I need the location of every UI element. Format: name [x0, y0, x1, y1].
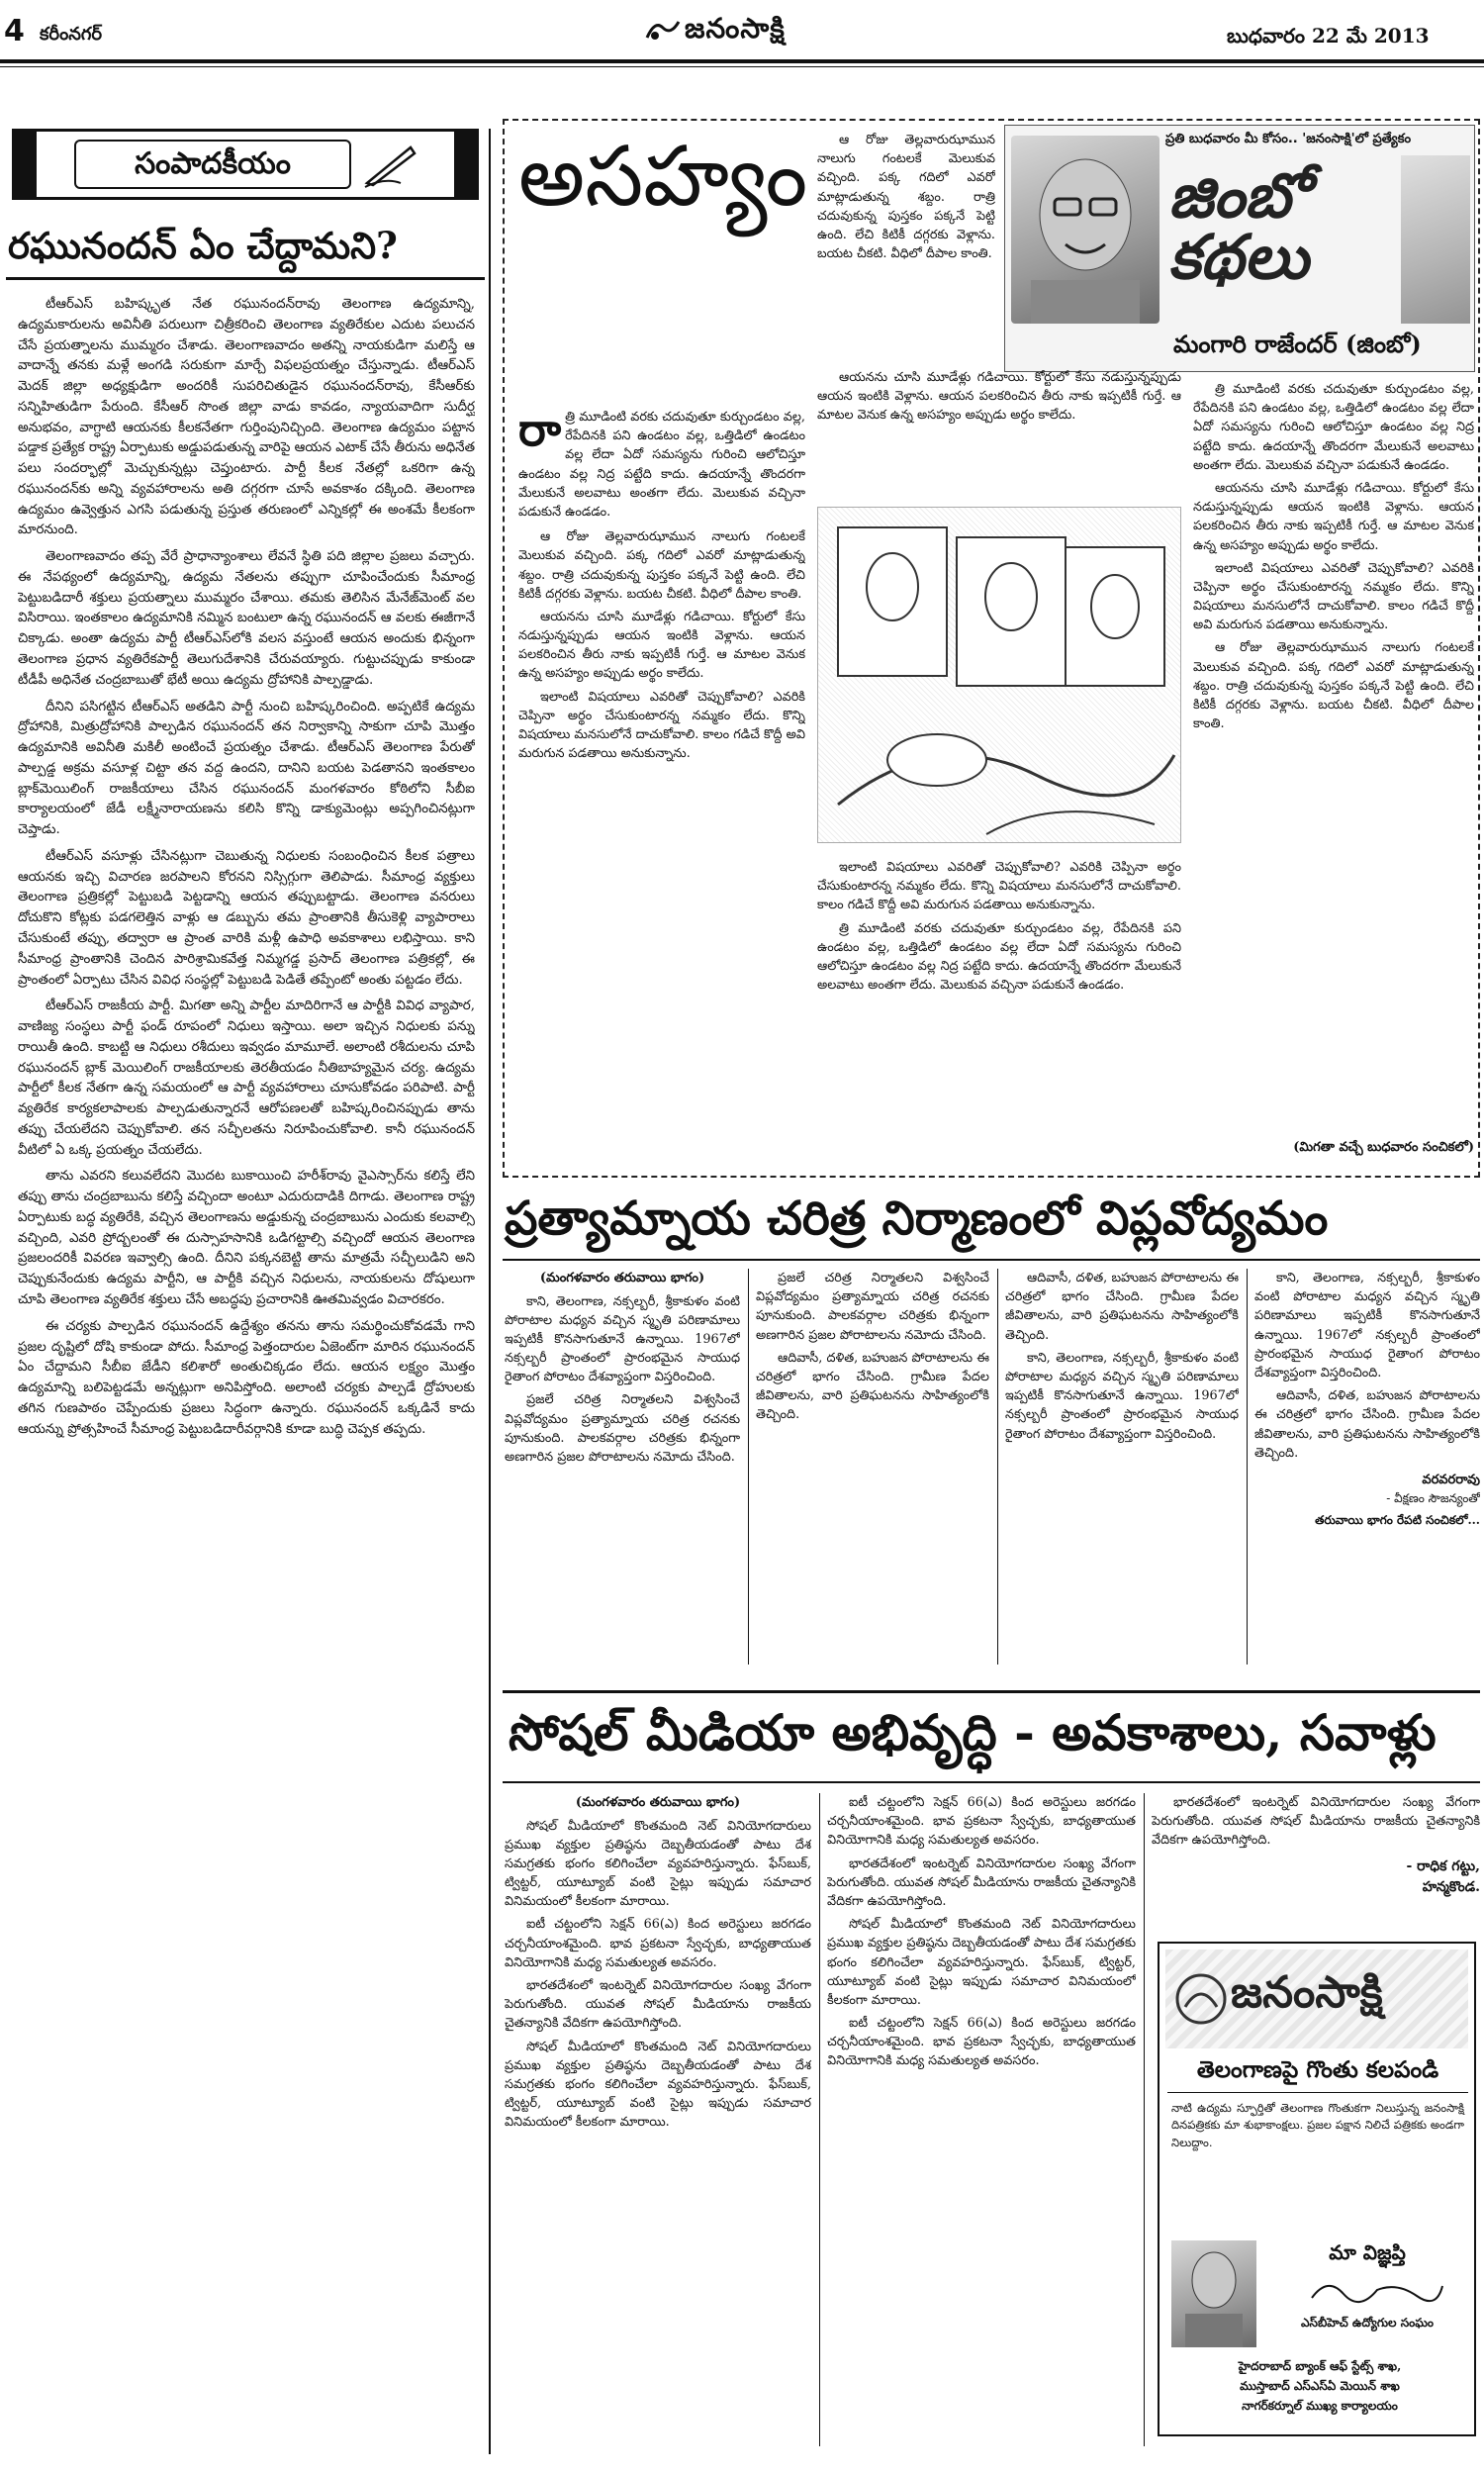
feature-paragraph: ఆ రోజు తెల్లవారుఝామున నాలుగు గంటలకే మెలుకువ వచ్చింది. పక్క గదిలో ఎవరో మాట్లాడుతున్న శబ్దం. రాత్రి చదువుకున్న పుస్తకం పక్కనే పెట్టి ఉంది. లేచి కిటికీ దగ్గరకు వెళ్లాను. బయట చీకటి. వీధిలో దీపాల కాంతి. — [518, 529, 805, 602]
history-paragraph: కాని, తెలంగాణ, నక్సల్బరీ, శ్రీకాకుళం వంటి పోరాటాల మధ్యన వచ్చిన స్మృతి పరిణామాలు ఇప్పటికీ కొనసాగుతూనే ఉన్నాయి. 1967లో నక్సల్బరీ ప్రాంతంలో ప్రారంభమైన సాయుధ రైతాంగ పోరాటం దేశవ్యాప్తంగా విస్తరించింది. — [505, 1293, 740, 1385]
feature-headline: అసహ్యం — [518, 128, 808, 225]
editorial-paragraph: టీఆర్‌ఎస్‌ బహిష్కృత నేత రఘునందన్‌రావు తెలంగాణ ఉద్యమాన్ని, ఉద్యమకారులను అవినీతి పరులుగా చిత్రీకరించి తెలంగాణ వ్యతిరేకుల ఎదుట పలుచన చేసే ప్రయత్నాలను ముమ్మరం చేశాడు. తెలంగాణవాదం అతన్ని నాయకుడిగా మలిస్తే ఆ వాదాన్నే తనకు మళ్లే అంగడి సరుకుగా మార్చే విఫలప్రయత్నం చేస్తున్నాడు. టీఆర్‌ఎస్‌ మెదక్‌ జిల్లా అధ్యక్షుడిగా అందరికీ సుపరిచితుడైన రఘునందన్‌రావు, కేసీఆర్‌కు సన్నిహితుడిగా పేరుంది. కేసీఆర్‌ సొంత జిల్లా వాడు కావడం, న్యాయవాదిగా సుదీర్ఘ అనుభవం, వాగ్ధాటి ఆయనకు కీలకనేతగా గుర్తింపునిచ్చింది. తెలంగాణ ఉద్యమం పట్టాన పడ్డాక ప్రత్యేక రాష్ట్ర ఏర్పాటుకు అడ్డుపడుతున్న వారిపై ఆయన ఎటాక్‌ చేసే తీరును అధినేత పలు సందర్భాల్లో మెచ్చుకున్నట్లు చెప్తుంటారు. పార్టీ కీలక నేతల్లో ఒకరిగా ఉన్న రఘునందన్‌కు అన్ని వ్యవహారాలను అతి దగ్గరగా చూసే అవకాశం దక్కింది. తెలంగాణ ఉద్యమం ఉవ్వెత్తున ఎగసి పడుతున్న ప్రస్తుత తరుణంలో ఎన్నికల్లో ఈ అంశమే కీలకంగా మారనుంది. — [18, 297, 475, 538]
ad-slogan: తెలంగాణపై గొంతు కలపండి — [1196, 2056, 1439, 2083]
feature-continuation-note: (మిగతా వచ్చే బుధవారం సంచికలో) — [1293, 1140, 1474, 1155]
series-author-credit: మంగారి రాజేందర్‌ (జింబో) — [1173, 330, 1422, 358]
author-photo — [1011, 136, 1159, 324]
social-column — [505, 1793, 811, 2446]
social-author-place: హన్మకొండ. — [1422, 1878, 1480, 1895]
jimbo-promo-banner — [1004, 125, 1475, 372]
feature-column — [518, 408, 805, 1160]
ad-sponsor-line: హైదరాబాద్‌ బ్యాంక్‌ ఆఫ్‌ స్టేట్స్‌ శాఖ, — [1238, 2359, 1402, 2373]
editorial-headline: రఘునందన్‌ ఏం చేద్దామని? — [8, 224, 398, 267]
feature-paragraph: ఇలాంటి విషయాలు ఎవరితో చెప్పుకోవాలి? ఎవరికి చెప్పినా అర్థం చేసుకుంటారన్న నమ్మకం లేదు. కొన్ని విషయాలు మనసులోనే దాచుకోవాలి. కాలం గడిచే కొద్దీ అవి మరుగున పడతాయి అనుకున్నాను. — [518, 689, 805, 762]
editorial-paragraph: దీనిని పసిగట్టిన టీఆర్‌ఎస్‌ అతడిని పార్టీ నుంచి బహిష్కరించింది. అప్పటికే ఉద్యమ ద్రోహానికి, మిత్రుద్రోహానికి పాల్పడిన రఘునందన్‌ తన నిర్వాకాన్ని సాకుగా చూపి మొత్తం ఉద్యమానికి అవినీతి మకిలీ అంటించే ప్రయత్నం చేశాడు. టీఆర్‌ఎస్‌ తెలంగాణ పేరుతో పాల్పడ్డ అక్రమ వసూళ్ల చిట్టా తన వద్ద ఉందని, దానిని బయట పెడతానని ఇంతకాలం బ్లాక్‌మెయిలింగ్‌ రాజకీయాలు చేసిన రఘునందన్‌ మంగళవారం కోఠిలోని సీబీఐ కార్యాలయంలో జేడీ లక్ష్మీనారాయణను కలిసి కొన్ని డాక్యుమెంట్లు అప్పగించినట్లుగా చెప్తాడు. — [18, 699, 475, 838]
feature-column — [817, 858, 1181, 1130]
feature-paragraph: ఆ రోజు తెల్లవారుఝామున నాలుగు గంటలకే మెలుకువ వచ్చింది. పక్క గదిలో ఎవరో మాట్లాడుతున్న శబ్దం. రాత్రి చదువుకున్న పుస్తకం పక్కనే పెట్టి ఉంది. లేచి కిటికీ దగ్గరకు వెళ్లాను. బయట చీకటి. వీధిలో దీపాల కాంతి. — [817, 133, 995, 262]
history-column — [505, 1269, 740, 1674]
ad-sponsor-name: ఎస్‌బీహెచ్‌ ఉద్యోగుల సంఘం — [1300, 2316, 1435, 2330]
editorial-body — [18, 295, 475, 2452]
feature-paragraph: ఆయనను చూసి మూడేళ్లు గడిచాయి. కోర్టులో కేసు నడుస్తున్నప్పుడు ఆయన ఇంటికి వెళ్లాను. ఆయన పలకరించిన తీరు నాకు ఇప్పటికీ గుర్తే. ఆ మాటల వెనుక ఉన్న అసహ్యం అప్పుడు అర్థం కాలేదు. — [817, 370, 1181, 424]
feature-paragraph: త్రి మూడింటి వరకు చదువుతూ కుర్చుండటం వల్ల, రేపేదినకి పని ఉండటం వల్ల, ఒత్తిడిలో ఉండటం వల్ల లేదా ఏదో సమస్యను గురించి ఆలోచిస్తూ ఉండటం వల్ల నిద్ర పట్టేది కాదు. ఉదయాన్నే తొందరగా మేలుకునే అలవాటు అంతగా లేదు. మెలుకువ వచ్చినా పడుకునే ఉండడం. — [518, 410, 805, 520]
history-column — [756, 1269, 989, 1674]
social-paragraph: భారతదేశంలో ఇంటర్నెట్‌ వినియోగదారుల సంఖ్య వేగంగా పెరుగుతోంది. యువత సోషల్‌ మీడియాను రాజకీయ చైతన్యానికి వేదికగా ఉపయోగిస్తోంది. — [1152, 1795, 1480, 1849]
editorial-paragraph: టీఆర్‌ఎస్‌ వసూళ్లు చేసినట్లుగా చెబుతున్న నిధులకు సంబంధించిన కీలక పత్రాలు ఆయనకు ఇచ్చి విచారణ జరపాలని కోరనని నిస్సిగ్గుగా తెలిపాడు. సీమాంధ్ర వ్యక్తులు తెలంగాణ ప్రత్రికల్లో పెట్టుబడి పెట్టడాన్ని ఆయన తప్పుబట్టాడు. తెలంగాణ వనరులు దోచుకొని కోట్లకు పడగలెత్తిన వాళ్లు ఆ డబ్బును తమ ప్రాంతానికి తీసుకెళ్లి వ్యాపారాలు చేసుకుంటే తప్పు, తద్వారా ఆ ప్రాంత వారికి మళ్లీ ఉపాధి అవకాశాలు లభిస్తాయి. కాని సీమాంధ్ర ప్రాంతానికి చెందిన పారిశ్రామికవేత్త నిమ్మగడ్డ ప్రసాద్‌ తెలంగాణ పత్రికల్లో, ఈ ప్రాంతంలో ఏర్పాటు చేసిన వివిధ సంస్థల్లో పెట్టుబడి పెడితే తప్పేంటో అంతు పట్టడం లేదు. — [18, 848, 475, 988]
column-divider — [489, 129, 491, 2454]
ad-logo-banner — [1165, 1950, 1468, 2048]
feature-paragraph: ఇలాంటి విషయాలు ఎవరితో చెప్పుకోవాలి? ఎవరికి చెప్పినా అర్థం చేసుకుంటారన్న నమ్మకం లేదు. కొన్ని విషయాలు మనసులోనే దాచుకోవాలి. కాలం గడిచే కొద్దీ అవి మరుగున పడతాయి అనుకున్నాను. — [817, 860, 1181, 913]
history-paragraph: ఆదివాసీ, దళిత, బహుజన పోరాటాలను ఈ చరిత్రలో భాగం చేసింది. గ్రామీణ పేదల జీవితాలను, వారి ప్రతిఘటనను సాహిత్యంలోకి తెచ్చింది. — [756, 1350, 989, 1423]
header-rule-thin — [0, 66, 1484, 67]
issue-date: బుధవారం 22 మే 2013 — [1227, 24, 1430, 48]
social-body — [505, 1793, 1480, 2466]
page-header — [0, 0, 1484, 61]
history-paragraph: ప్రజలే చరిత్ర నిర్మాతలని విశ్వసించే విప్లవోద్యమం ప్రత్యామ్నాయ చరిత్ర రచనకు పూనుకుంది. పాలకవర్గాల చరిత్రకు భిన్నంగా అణగారిన ప్రజల పోరాటాలను నమోదు చేసింది. — [756, 1271, 989, 1343]
history-body — [505, 1269, 1480, 1684]
social-paragraph: ఐటీ చట్టంలోని సెక్షన్‌ 66(ఎ) కింద అరెస్టులు జరగడం చర్చనీయాంశమైంది. భావ ప్రకటనా స్వేచ్ఛకు, బాధ్యతాయుత వినియోగానికి మధ్య సమతుల్యత అవసరం. — [827, 2016, 1136, 2069]
history-byline: వరవరరావు — [1422, 1472, 1480, 1487]
editorial-paragraph: టీఆర్‌ఎస్‌ రాజకీయ పార్టీ. మిగతా అన్ని పార్టీల మాదిరిగానే ఆ పార్టీకి వివిధ వ్యాపార, వాణిజ్య సంస్థలు పార్టీ ఫండ్‌ రూపంలో నిధులు ఇస్తాయి. అలా ఇచ్చిన నిధులకు పన్ను రాయితీ ఉంది. కాబట్టి ఆ నిధులు రశీదులు ఇవ్వడం మామూలే. అలాంటి రశీదులను చూపి రఘునందన్‌ బ్లాక్‌ మెయిలింగ్‌ రాజకీయాలకు తెరతీయడం నీతిబాహ్యమైన చర్య. ఉద్యమ పార్టీలో కీలక నేతగా ఉన్న సమయంలో ఆ పార్టీ వ్యవహారాలు చూసుకోవడం పరిపాటి. పార్టీ వ్యతిరేక కార్యకలాపాలకు పాల్పడుతున్నారనే ఆరోపణలతో బహిష్కరించినప్పుడు తాను తప్పు చేయలేదని చెప్పుకోవాలి. తన సచ్ఛీలతను నిరూపించుకోవాలి. కానీ రఘునందన్‌ వీటిలో ఏ ఒక్క ప్రయత్నం చేయలేదు. — [18, 999, 475, 1158]
social-paragraph: భారతదేశంలో ఇంటర్నెట్‌ వినియోగదారుల సంఖ్య వేగంగా పెరుగుతోంది. యువత సోషల్‌ మీడియాను రాజకీయ చైతన్యానికి వేదికగా ఉపయోగిస్తోంది. — [505, 1978, 811, 2032]
editorial-paragraph: తెలంగాణవాదం తప్ప వేరే ప్రాధాన్యాంశాలు లేవనే స్థితి పది జిల్లాల ప్రజలు వచ్చారు. ఈ నేపథ్యంలో ఉద్యమాన్ని, ఉద్యమ నేతలను తప్పుగా చూపించేందుకు సీమాంధ్ర పెట్టుబడిదారీ శక్తులు ప్రయత్నాలు ముమ్మరం చేశాయి. తమకు తెలిసిన మేనేజ్‌మెంట్‌ వల విసిరాయి. ఇంతకాలం ఉద్యమానికి నమ్మిన బంటులా ఉన్న రఘునందన్‌ ఆ వలకు ఈజీగానే చిక్కాడు. అంతా ఉద్యమ పార్టీ టీఆర్‌ఎస్‌లోకి వలస వస్తుంటే ఆయన అందుకు భిన్నంగా తెలంగాణ ప్రధాన వ్యతిరేకపార్టీ తెలుగుదేశానికి చేరువయ్యారు. గుట్టుచప్పుడు కాకుండా టీడీపీ అధినేత చంద్రబాబుతో భేటీ అయి ఉద్యమ ద్రోహానికి పాల్పడ్డాడు. — [18, 549, 475, 688]
social-paragraph: ఐటీ చట్టంలోని సెక్షన్‌ 66(ఎ) కింద అరెస్టులు జరగడం చర్చనీయాంశమైంది. భావ ప్రకటనా స్వేచ్ఛకు, బాధ్యతాయుత వినియోగానికి మధ్య సమతుల్యత అవసరం. — [827, 1795, 1136, 1849]
feature-paragraph: ఆయనను చూసి మూడేళ్లు గడిచాయి. కోర్టులో కేసు నడుస్తున్నప్పుడు ఆయన ఇంటికి వెళ్లాను. ఆయన పలకరించిన తీరు నాకు ఇప్పటికీ గుర్తే. ఆ మాటల వెనుక ఉన్న అసహ్యం అప్పుడు అర్థం కాలేదు. — [1193, 480, 1474, 553]
janamsakshi-advertisement — [1158, 1942, 1476, 2436]
editorial-section — [6, 129, 485, 2464]
history-column — [1005, 1269, 1239, 1674]
ad-sponsor-line: ముస్తాబాద్‌ ఎస్‌ఎస్‌ఏ మెయిన్‌ శాఖ — [1240, 2379, 1400, 2393]
social-author-name: - రాధిక గట్టు, — [1406, 1857, 1480, 1874]
history-kicker: (మంగళవారం తరువాయి భాగం) — [539, 1271, 705, 1285]
feature-paragraph: ఆయనను చూసి మూడేళ్లు గడిచాయి. కోర్టులో కేసు నడుస్తున్నప్పుడు ఆయన ఇంటికి వెళ్లాను. ఆయన పలకరించిన తీరు నాకు ఇప్పటికీ గుర్తే. ఆ మాటల వెనుక ఉన్న అసహ్యం అప్పుడు అర్థం కాలేదు. — [518, 609, 805, 682]
ad-sponsor-photo — [1171, 2240, 1256, 2347]
ad-sponsor-label: మా విజ్ఞప్తి — [1329, 2240, 1406, 2264]
story-illustration — [817, 507, 1181, 843]
feature-drop-cap: రా — [518, 408, 562, 456]
history-paragraph: ప్రజలే చరిత్ర నిర్మాతలని విశ్వసించే విప్లవోద్యమం ప్రత్యామ్నాయ చరిత్ర రచనకు పూనుకుంది. పాలకవర్గాల చరిత్రకు భిన్నంగా అణగారిన ప్రజల పోరాటాలను నమోదు చేసింది. — [505, 1392, 740, 1465]
social-paragraph: సోషల్‌ మీడియాలో కొంతమంది నెట్‌ వినియోగదారులు ప్రముఖ వ్యక్తుల ప్రతిష్ఠను దెబ్బతీయడంతో పాటు దేశ సమగ్రతకు భంగం కలిగించేలా వ్యవహరిస్తున్నారు. ఫేస్‌బుక్‌, ట్విట్టర్‌, యూట్యూబ్‌ వంటి సైట్లు ఇప్పుడు సమాచార వినిమయంలో కీలకంగా మారాయి. — [505, 1818, 811, 1910]
social-column — [1152, 1793, 1480, 1940]
masthead-title: జనంసాక్షి — [685, 12, 786, 45]
village-photo — [1401, 155, 1470, 324]
masthead-logo-icon — [645, 14, 681, 44]
ad-brand: జనంసాక్షి — [1231, 1967, 1383, 2018]
feature-column — [817, 131, 995, 358]
ad-body-text: నాటి ఉద్యమ స్ఫూర్తితో తెలంగాణ గొంతుకగా నిలుస్తున్న జనంసాక్షి దినపత్రికకు మా శుభాకాంక్షలు. ప్రజల పక్షాన నిలిచే పత్రికకు అండగా నిలుద్దాం. — [1171, 2101, 1464, 2149]
promo-tagline: ప్రతి బుధవారం మీ కోసం.. 'జనంసాక్షి'లో ప్రత్యేకం — [1165, 132, 1412, 146]
history-source-credit: - వీక్షణం సౌజన్యంతో — [1386, 1491, 1480, 1506]
social-kicker: (మంగళవారం తరువాయి భాగం) — [575, 1795, 741, 1810]
editorial-paragraph: ఈ చర్యకు పాల్పడిన రఘునందన్‌ ఉద్దేశ్యం తనను తాను సమర్థించుకోవడమే గాని ప్రజల దృష్టిలో దోషి కాకుండా పోదు. సీమాంధ్ర పెత్తందారుల ఏజెంట్‌గా మారిన రఘునందన్‌ ఏం చేద్దామని సీబీఐ జేడీని కలిశారో అంతుచిక్కడం లేదు. ఆయన లక్ష్యం మొత్తం ఉద్యమాన్ని బలిపెట్టడమే అన్నట్లుగా అనిపిస్తోంది. అలాంటి చర్యకు పాల్పడే ద్రోహులకు తగిన గుణపాఠం చెప్పేందుకు ప్రజలు సిద్ధంగా ఉన్నారు. రఘునందన్‌ ఒక్కడినే కాదు ఆయన్ను ప్రోత్సహించే సీమాంధ్ర పెట్టుబడిదారీవర్గానికి కూడా బుద్ధి చెప్పక తప్పదు. — [18, 1318, 475, 1437]
history-paragraph: ఆదివాసీ, దళిత, బహుజన పోరాటాలను ఈ చరిత్రలో భాగం చేసింది. గ్రామీణ పేదల జీవితాలను, వారి ప్రతిఘటనను సాహిత్యంలోకి తెచ్చింది. — [1254, 1388, 1480, 1461]
feature-column — [1193, 380, 1474, 1130]
social-paragraph: ఐటీ చట్టంలోని సెక్షన్‌ 66(ఎ) కింద అరెస్టులు జరగడం చర్చనీయాంశమైంది. భావ ప్రకటనా స్వేచ్ఛకు, బాధ్యతాయుత వినియోగానికి మధ్య సమతుల్యత అవసరం. — [505, 1917, 811, 1970]
header-rule — [0, 59, 1484, 63]
history-paragraph: ఆదివాసీ, దళిత, బహుజన పోరాటాలను ఈ చరిత్రలో భాగం చేసింది. గ్రామీణ పేదల జీవితాలను, వారి ప్రతిఘటనను సాహిత్యంలోకి తెచ్చింది. — [1005, 1271, 1239, 1343]
ad-logo-icon — [1173, 1971, 1229, 2027]
feature-paragraph: ఆ రోజు తెల్లవారుఝామున నాలుగు గంటలకే మెలుకువ వచ్చింది. పక్క గదిలో ఎవరో మాట్లాడుతున్న శబ్దం. రాత్రి చదువుకున్న పుస్తకం పక్కనే పెట్టి ఉంది. లేచి కిటికీ దగ్గరకు వెళ్లాను. బయట చీకటి. వీధిలో దీపాల కాంతి. — [1193, 640, 1474, 732]
series-title: జింబో కథలు — [1168, 159, 1309, 293]
history-paragraph: కాని, తెలంగాణ, నక్సల్బరీ, శ్రీకాకుళం వంటి పోరాటాల మధ్యన వచ్చిన స్మృతి పరిణామాలు ఇప్పటికీ కొనసాగుతూనే ఉన్నాయి. 1967లో నక్సల్బరీ ప్రాంతంలో ప్రారంభమైన సాయుధ రైతాంగ పోరాటం దేశవ్యాప్తంగా విస్తరించింది. — [1005, 1350, 1239, 1442]
feature-column — [817, 368, 1181, 502]
feature-paragraph: త్రి మూడింటి వరకు చదువుతూ కుర్చుండటం వల్ల, రేపేదినకి పని ఉండటం వల్ల, ఒత్తిడిలో ఉండటం వల్ల లేదా ఏదో సమస్యను గురించి ఆలోచిస్తూ ఉండటం వల్ల నిద్ర పట్టేది కాదు. ఉదయాన్నే తొందరగా మేలుకునే అలవాటు అంతగా లేదు. మెలుకువ వచ్చినా పడుకునే ఉండడం. — [1193, 382, 1474, 473]
feature-paragraph: త్రి మూడింటి వరకు చదువుతూ కుర్చుండటం వల్ల, రేపేదినకి పని ఉండటం వల్ల, ఒత్తిడిలో ఉండటం వల్ల లేదా ఏదో సమస్యను గురించి ఆలోచిస్తూ ఉండటం వల్ల నిద్ర పట్టేది కాదు. ఉదయాన్నే తొందరగా మేలుకునే అలవాటు అంతగా లేదు. మెలుకువ వచ్చినా పడుకునే ఉండడం. — [817, 920, 1181, 994]
social-paragraph: భారతదేశంలో ఇంటర్నెట్‌ వినియోగదారుల సంఖ్య వేగంగా పెరుగుతోంది. యువత సోషల్‌ మీడియాను రాజకీయ చైతన్యానికి వేదికగా ఉపయోగిస్తోంది. — [827, 1856, 1136, 1909]
social-headline: సోషల్‌ మీడియా అభివృద్ధి - అవకాశాలు, సవాళ్లు — [509, 1703, 1437, 1761]
ad-sponsor-line: నాగర్‌కర్నూల్‌ ముఖ్య కార్యాలయం — [1242, 2399, 1398, 2413]
feature-story-box — [503, 119, 1480, 1178]
quill-pen-icon — [361, 142, 420, 189]
social-paragraph: సోషల్‌ మీడియాలో కొంతమంది నెట్‌ వినియోగదారులు ప్రముఖ వ్యక్తుల ప్రతిష్ఠను దెబ్బతీయడంతో పాటు దేశ సమగ్రతకు భంగం కలిగించేలా వ్యవహరిస్తున్నారు. ఫేస్‌బుక్‌, ట్విట్టర్‌, యూట్యూబ్‌ వంటి సైట్లు ఇప్పుడు సమాచార వినిమయంలో కీలకంగా మారాయి. — [505, 2039, 811, 2131]
social-paragraph: సోషల్‌ మీడియాలో కొంతమంది నెట్‌ వినియోగదారులు ప్రముఖ వ్యక్తుల ప్రతిష్ఠను దెబ్బతీయడంతో పాటు దేశ సమగ్రతకు భంగం కలిగించేలా వ్యవహరిస్తున్నారు. ఫేస్‌బుక్‌, ట్విట్టర్‌, యూట్యూబ్‌ వంటి సైట్లు ఇప్పుడు సమాచార వినిమయంలో కీలకంగా మారాయి. — [827, 1917, 1136, 2008]
history-column — [1254, 1269, 1480, 1674]
page-number: 4 — [4, 14, 25, 48]
feature-paragraph: ఇలాంటి విషయాలు ఎవరితో చెప్పుకోవాలి? ఎవరికి చెప్పినా అర్థం చేసుకుంటారన్న నమ్మకం లేదు. కొన్ని విషయాలు మనసులోనే దాచుకోవాలి. కాలం గడిచే కొద్దీ అవి మరుగున పడతాయి అనుకున్నాను. — [1193, 560, 1474, 633]
history-headline: ప్రత్యామ్నాయ చరిత్ర నిర్మాణంలో విప్లవోద్యమం — [505, 1191, 1329, 1246]
signature-icon — [1308, 2274, 1446, 2308]
editorial-label-banner — [12, 129, 479, 200]
editorial-paragraph: తాను ఎవరని కలువలేదని మొదట బుకాయించి హరీశ్‌రావు వైఎస్సార్‌ను కలిస్తే లేని తప్పు తాను చంద్రబాబును కలిస్తే వచ్చిందా అంటూ ఎదురుదాడికి దిగాడు. తెలంగాణ రాష్ట్ర ఏర్పాటుకు బద్ధ వ్యతిరేకి, వచ్చిన తెలంగాణను అడ్డుకున్న చంద్రబాబును ఎందుకు కలవాల్సి వచ్చింది, ఎవరి ప్రోద్బలంతో ఈ దుస్సాహసానికి ఒడిగట్టాల్సి వచ్చిందో ఆయన తెలంగాణ ప్రజలందరికీ వివరణ ఇవ్వాల్సి ఉంది. దీనిని పక్కనబెట్టి తాను మాత్రమే సచ్ఛీలుడిని అని చెప్పుకునేందుకు ఉద్యమ పార్టీని, ఆ పార్టీకి వచ్చిన నిధులను, నాయకులను దోషులుగా చూపి తెలంగాణ వ్యతిరేక శక్తులు చేసే అబద్ధపు ప్రచారానికి ఊతమివ్వడం విచారకరం. — [18, 1169, 475, 1307]
history-paragraph: కాని, తెలంగాణ, నక్సల్బరీ, శ్రీకాకుళం వంటి పోరాటాల మధ్యన వచ్చిన స్మృతి పరిణామాలు ఇప్పటికీ కొనసాగుతూనే ఉన్నాయి. 1967లో నక్సల్బరీ ప్రాంతంలో ప్రారంభమైన సాయుధ రైతాంగ పోరాటం దేశవ్యాప్తంగా విస్తరించింది. — [1254, 1271, 1480, 1380]
editorial-section-label: సంపాదకీయం — [74, 140, 351, 189]
edition-label: కరీంనగర్ — [40, 24, 102, 45]
history-continued-note: తరువాయి భాగం రేపటి సంచికలో... — [1315, 1513, 1480, 1528]
social-column — [827, 1793, 1136, 2446]
